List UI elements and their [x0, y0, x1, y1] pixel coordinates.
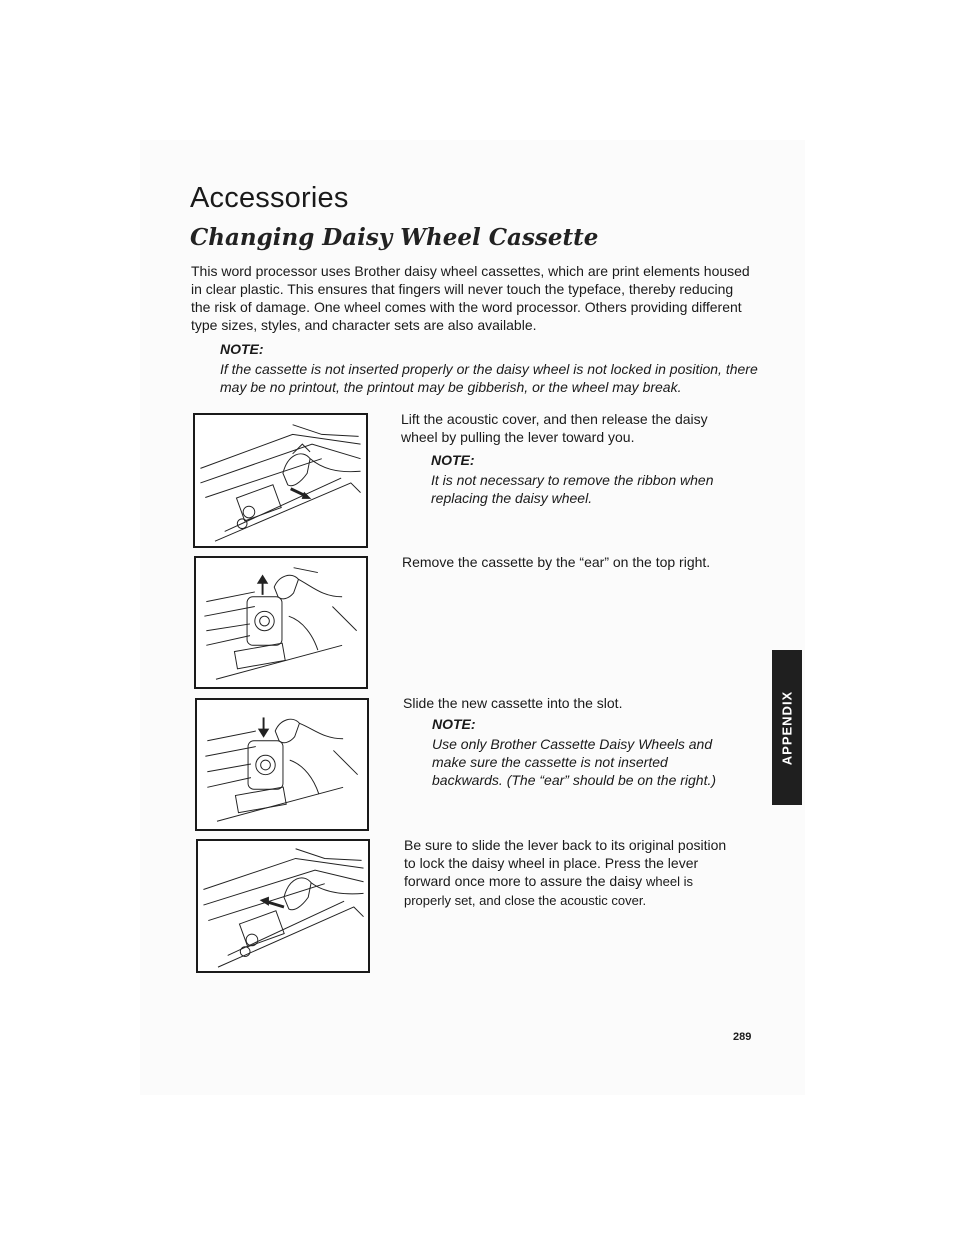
note-text: Use only Brother Cassette Daisy Wheels and make sure the cassette is not inserted backwards. (The “ear” should be on the right.) — [432, 736, 717, 788]
page-title: Accessories — [190, 182, 349, 214]
note-text: If the cassette is not inserted properly or the daisy wheel is not locked in position, there may be no printout, the printout may be gibberish, or the wheel may break. — [220, 361, 758, 395]
appendix-side-tab — [772, 650, 802, 805]
note-text: It is not necessary to remove the ribbon when replacing the daisy wheel. — [431, 472, 714, 506]
step-1-text: Lift the acoustic cover, and then release the daisy wheel by pulling the lever toward you. — [401, 411, 708, 445]
lever-lock-icon — [198, 841, 368, 971]
step-3-text: Slide the new cassette into the slot. — [403, 695, 623, 711]
step-1-note — [431, 452, 741, 507]
cassette-insertion-icon — [197, 700, 367, 829]
main-note — [220, 341, 760, 396]
step-3-note — [432, 716, 742, 789]
figure-insert-cassette — [195, 698, 369, 831]
figure-release-lever — [193, 413, 368, 548]
figure-remove-cassette — [194, 556, 368, 689]
page-subtitle: Changing Daisy Wheel Cassette — [190, 224, 599, 251]
printer-illustration-icon — [195, 415, 366, 546]
page-number: 289 — [733, 1031, 752, 1043]
note-label: NOTE: — [220, 341, 264, 357]
note-label: NOTE: — [432, 716, 476, 732]
cassette-removal-icon — [196, 558, 366, 687]
step-4-text — [404, 836, 734, 910]
step-4-text-tail: wheel is properly set, and close the acoustic cover. — [404, 874, 693, 908]
intro-paragraph: This word processor uses Brother daisy wheel cassettes, which are print elements housed in clear plastic. This ensures that fingers will never touch the typeface, thereby reducing the risk of damage. One wheel comes with the word processor. Others providing different type sizes, styles, and character sets are also available. — [191, 263, 750, 333]
figure-lock-lever — [196, 839, 370, 973]
step-2-text: Remove the cassette by the “ear” on the top right. — [402, 554, 711, 570]
side-tab-label: APPENDIX — [779, 690, 795, 765]
note-label: NOTE: — [431, 452, 475, 468]
step-4-text-main: Be sure to slide the lever back to its original position to lock the daisy wheel in place. Press the lever forward once more to assure the daisy — [404, 837, 727, 889]
